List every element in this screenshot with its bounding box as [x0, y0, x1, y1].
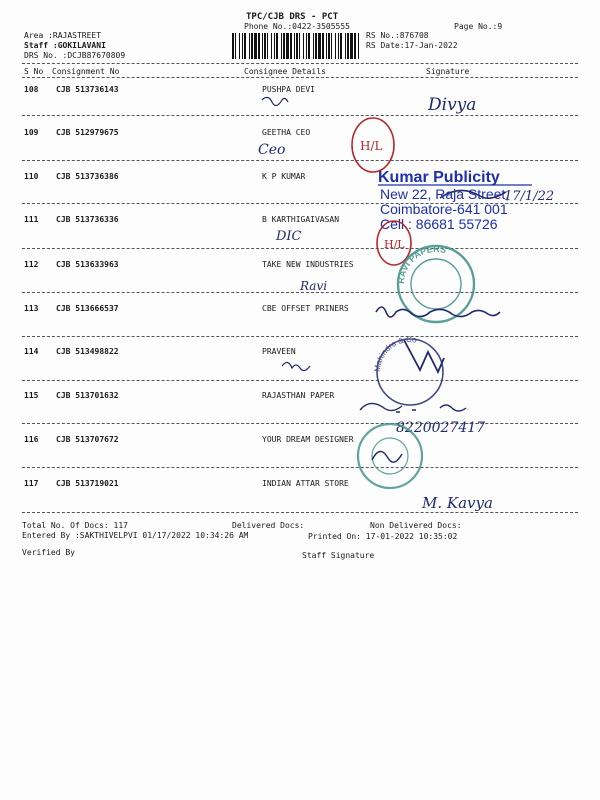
row-consignee: YOUR DREAM DESIGNER — [262, 435, 354, 444]
row-consignment: CJB 513701632 — [56, 391, 119, 400]
row-sno: 115 — [24, 391, 39, 400]
barcode-bar — [331, 33, 332, 59]
row-divider — [22, 203, 578, 204]
row-consignee: PRAVEEN — [262, 347, 296, 356]
row-consignment: CJB 513736143 — [56, 85, 119, 94]
barcode-bar — [303, 33, 304, 59]
barcode-bar — [358, 33, 359, 59]
row-sno: 111 — [24, 215, 39, 224]
row-consignment: CJB 513666537 — [56, 304, 119, 313]
printed-on: Printed On: 17-01-2022 10:35:02 — [308, 532, 458, 541]
row-consignee: TAKE NEW INDUSTRIES — [262, 260, 354, 269]
drs-number: DRS No. :DCJB87670809 — [24, 51, 126, 60]
barcode-bar — [281, 33, 282, 59]
indian-attar-signature: M. Kavya — [422, 494, 493, 512]
row-consignee: K P KUMAR — [262, 172, 306, 181]
barcode-bar — [315, 33, 317, 59]
barcode-bar — [338, 33, 339, 59]
row-sno: 116 — [24, 435, 39, 444]
cbe-offset-signature — [376, 307, 500, 317]
row-sno: 112 — [24, 260, 39, 269]
geetha-signature: Ceo — [258, 142, 286, 158]
row-divider — [22, 336, 578, 337]
your-dream-stamp-inner-ring — [372, 438, 408, 474]
kumar-stamp-address-2: Coimbatore-641 001 — [380, 201, 508, 217]
barcode-bar — [258, 33, 260, 59]
pushpa-scribble — [262, 97, 288, 105]
column-header-consignment: Consignment No — [52, 67, 120, 76]
column-header-sno: S No — [24, 67, 44, 76]
row-consignee: PUSHPA DEVI — [262, 85, 315, 94]
row-consignee: INDIAN ATTAR STORE — [262, 479, 349, 488]
praveen-large-signature — [404, 340, 444, 372]
staff-label: Staff :GOKILAVANI — [24, 41, 106, 50]
barcode-bar — [296, 33, 298, 59]
row-sno: 110 — [24, 172, 39, 181]
barcode-bar — [262, 33, 263, 59]
row-sno: 114 — [24, 347, 39, 356]
barcode-bar — [308, 33, 310, 59]
row-consignment: CJB 513498822 — [56, 347, 119, 356]
barcode — [232, 33, 362, 59]
hl-mark-1: H/L — [360, 139, 383, 153]
verified-by: Verified By — [22, 548, 75, 557]
barcode-bar — [340, 33, 342, 59]
barcode-bar — [274, 33, 275, 59]
barcode-bar — [271, 33, 272, 59]
barcode-bar — [299, 33, 300, 59]
ravi-stamp-text: RAVI PAPERS — [395, 243, 448, 285]
barcode-bar — [318, 33, 321, 59]
barcode-bar — [350, 33, 353, 59]
row-sno: 109 — [24, 128, 39, 137]
row-divider — [22, 115, 578, 116]
row-divider — [22, 248, 578, 249]
row-divider — [22, 467, 578, 468]
barcode-bar — [347, 33, 349, 59]
row-consignee: B KARTHIGAIVASAN — [262, 215, 340, 224]
ravi-papers-stamp — [396, 244, 474, 322]
rs-date: RS Date:17-Jan-2022 — [366, 41, 458, 50]
barcode-bar — [313, 33, 314, 59]
rs-number: RS No.:876708 — [366, 31, 429, 40]
row-sno: 108 — [24, 85, 39, 94]
staff-signature-label: Staff Signature — [302, 551, 375, 560]
barcode-bar — [239, 33, 240, 59]
barcode-bar — [251, 33, 253, 59]
row-consignment: CJB 513719021 — [56, 479, 119, 488]
entered-by: Entered By :SAKTHIVELPVI 01/17/2022 10:34:26 AM — [22, 531, 249, 540]
barcode-bar — [235, 33, 236, 59]
barcode-bar — [354, 33, 356, 59]
karthi-signature: DIC — [276, 229, 302, 244]
row-divider — [22, 512, 578, 513]
barcode-bar — [242, 33, 243, 59]
barcode-bar — [249, 33, 250, 59]
pushpa-signature: Divya — [428, 95, 477, 115]
kumar-stamp-name: Kumar Publicity — [378, 169, 500, 186]
mahindra-stamp-text: Mahindra & Co — [372, 334, 418, 373]
take-new-signature: Ravi — [300, 279, 328, 293]
ravi-stamp-outer-ring — [395, 243, 474, 322]
rajasthan-phone: 8220027417 — [396, 420, 486, 436]
praveen-initial — [282, 362, 310, 370]
row-consignee: RAJASTHAN PAPER — [262, 391, 335, 400]
kumar-stamp-cell: Cell : 86681 55726 — [380, 216, 498, 232]
column-header-divider — [22, 77, 578, 78]
row-consignment: CJB 513736386 — [56, 172, 119, 181]
barcode-bar — [283, 33, 285, 59]
row-divider — [22, 423, 578, 424]
hl-circle-1 — [352, 118, 394, 172]
kumar-publicity-stamp — [378, 169, 532, 232]
column-header-signature: Signature — [426, 67, 470, 76]
hl-circle-2 — [377, 221, 411, 265]
barcode-bar — [335, 33, 336, 59]
row-consignment: CJB 513707672 — [56, 435, 119, 444]
barcode-bar — [345, 33, 346, 59]
mahindra-stamp — [373, 335, 443, 405]
barcode-bar — [254, 33, 257, 59]
delivered-docs: Delivered Docs: — [232, 521, 305, 530]
ravi-stamp-inner-ring — [411, 259, 461, 309]
row-sno: 117 — [24, 479, 39, 488]
rajasthan-signature — [360, 403, 466, 412]
non-delivered-docs: Non Delivered Docs: — [370, 521, 462, 530]
barcode-bar — [328, 33, 330, 59]
barcode-bar — [286, 33, 289, 59]
barcode-bar — [326, 33, 327, 59]
row-consignment: CJB 513633963 — [56, 260, 119, 269]
page-number: Page No.:9 — [454, 22, 503, 31]
document-title: TPC/CJB DRS - PCT — [246, 12, 339, 22]
barcode-bar — [306, 33, 307, 59]
barcode-bar — [322, 33, 324, 59]
hl-mark-2: H/L — [384, 238, 405, 251]
kumar-date: 17/1/22 — [504, 189, 555, 204]
barcode-bar — [294, 33, 295, 59]
total-docs: Total No. Of Docs: 117 — [22, 521, 128, 530]
area-label: Area :RAJASTREET — [24, 31, 102, 40]
barcode-bar — [244, 33, 246, 59]
row-sno: 113 — [24, 304, 39, 313]
your-dream-stamp — [358, 424, 422, 488]
kumar-stamp-address-1: New 22, Raja Street, — [380, 186, 510, 202]
barcode-bar — [232, 33, 234, 59]
mahindra-stamp-ring — [377, 339, 443, 405]
row-divider — [22, 160, 578, 161]
column-header-consignee: Consignee Details — [244, 67, 326, 76]
barcode-bar — [267, 33, 268, 59]
your-dream-stamp-ring — [358, 424, 422, 488]
kumar-signature — [440, 190, 506, 198]
row-divider — [22, 380, 578, 381]
barcode-bar — [290, 33, 292, 59]
row-divider — [22, 292, 578, 293]
row-consignee: GEETHA CEO — [262, 128, 311, 137]
row-consignee: CBE OFFSET PRINERS — [262, 304, 349, 313]
your-dream-signature — [372, 451, 402, 462]
phone-number: Phone No.:0422-3505555 — [244, 22, 350, 31]
barcode-bar — [264, 33, 266, 59]
header-divider — [22, 63, 578, 64]
row-consignment: CJB 512979675 — [56, 128, 119, 137]
barcode-bar — [276, 33, 278, 59]
row-consignment: CJB 513736336 — [56, 215, 119, 224]
